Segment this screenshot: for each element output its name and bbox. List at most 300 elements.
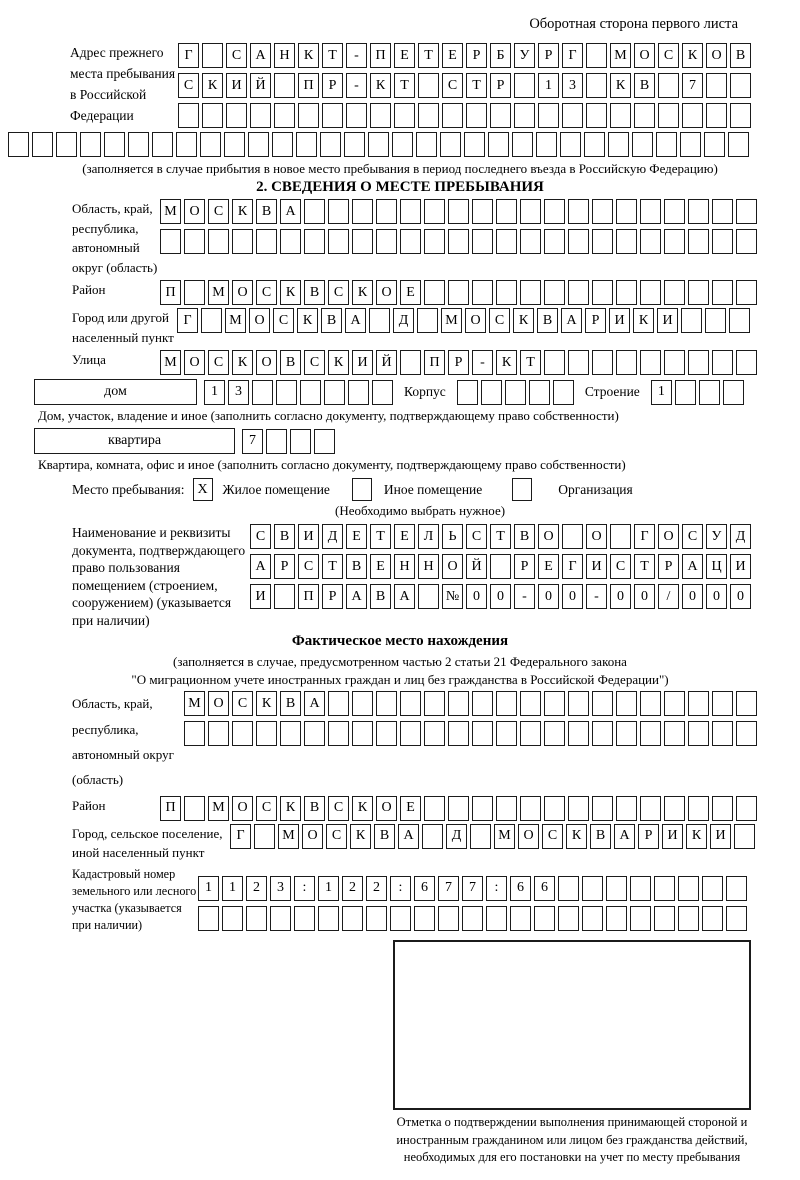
char-box: [472, 691, 493, 716]
char-box: [658, 73, 679, 98]
char-box: В: [730, 43, 751, 68]
char-box: -: [586, 584, 607, 609]
char-box: С: [442, 73, 463, 98]
char-box: [534, 906, 555, 931]
char-box: [592, 199, 613, 224]
char-box: [712, 796, 733, 821]
char-box: Е: [442, 43, 463, 68]
previous-address-row-2[interactable]: [178, 73, 751, 98]
char-box: Г: [562, 554, 583, 579]
char-box: В: [321, 308, 342, 333]
char-box: [712, 199, 733, 224]
char-box: [296, 132, 317, 157]
char-box: [562, 524, 583, 549]
char-box: [400, 229, 421, 254]
char-box: [736, 721, 757, 746]
char-box: [730, 73, 751, 98]
previous-address-label: Адрес прежнего места пребывания в Российской Федерации: [70, 45, 176, 123]
char-box: [184, 796, 205, 821]
char-box: С: [328, 796, 349, 821]
char-box: [505, 380, 526, 405]
char-box: [529, 380, 550, 405]
char-box: [294, 906, 315, 931]
char-box: [400, 199, 421, 224]
char-box: 7: [242, 429, 263, 454]
char-box: [457, 380, 478, 405]
char-box: [280, 721, 301, 746]
char-box: [448, 280, 469, 305]
char-box: [712, 280, 733, 305]
char-box: [472, 796, 493, 821]
char-box: [592, 350, 613, 375]
char-box: [176, 132, 197, 157]
char-box: [496, 721, 517, 746]
char-box: [634, 103, 655, 128]
char-box: [488, 132, 509, 157]
char-box: П: [160, 796, 181, 821]
char-box: Н: [418, 554, 439, 579]
char-box: [248, 132, 269, 157]
char-box: [520, 229, 541, 254]
document-field: [0, 524, 800, 629]
char-box: [678, 876, 699, 901]
char-box: [734, 824, 755, 849]
char-box: И: [609, 308, 630, 333]
char-box: [252, 380, 273, 405]
street-row[interactable]: [160, 350, 757, 375]
char-box: [424, 199, 445, 224]
char-box: [654, 906, 675, 931]
char-box: [496, 691, 517, 716]
char-box: [418, 103, 439, 128]
char-box: С: [466, 524, 487, 549]
char-box: [730, 103, 751, 128]
char-box: Р: [638, 824, 659, 849]
char-box: О: [232, 796, 253, 821]
char-box: 0: [706, 584, 727, 609]
char-box: Н: [394, 554, 415, 579]
char-box: [586, 73, 607, 98]
char-box: [512, 132, 533, 157]
char-box: В: [514, 524, 535, 549]
char-box: [352, 199, 373, 224]
char-box: 0: [730, 584, 751, 609]
char-box: [490, 103, 511, 128]
char-box: Р: [538, 43, 559, 68]
char-box: [736, 691, 757, 716]
char-box: К: [280, 280, 301, 305]
char-box: С: [298, 554, 319, 579]
char-box: [400, 691, 421, 716]
char-box: О: [232, 280, 253, 305]
region-row-2[interactable]: [160, 229, 757, 254]
char-box: [328, 199, 349, 224]
char-box: [254, 824, 275, 849]
char-box: И: [250, 584, 271, 609]
char-box: -: [472, 350, 493, 375]
char-box: [688, 280, 709, 305]
house-field: [0, 379, 800, 405]
other-premises-checkbox[interactable]: [352, 478, 372, 501]
char-box: [584, 132, 605, 157]
char-box: 3: [562, 73, 583, 98]
char-box: [568, 796, 589, 821]
dwelling-option-label: Жилое помещение: [222, 481, 330, 497]
char-box: [608, 132, 629, 157]
char-box: Р: [274, 554, 295, 579]
cadastre-row-2[interactable]: [198, 906, 747, 931]
document-label: Наименование и реквизиты документа, подтверждающего право пользования помещением (строением, сооружением) (указывается при наличии): [72, 525, 246, 628]
char-box: Т: [322, 554, 343, 579]
char-box: К: [232, 350, 253, 375]
char-box: [544, 721, 565, 746]
dwelling-checkbox[interactable]: X: [193, 478, 213, 501]
document-row-3[interactable]: [250, 584, 751, 609]
char-box: [448, 721, 469, 746]
char-box: [32, 132, 53, 157]
char-box: [568, 280, 589, 305]
char-box: [372, 380, 393, 405]
char-box: 0: [634, 584, 655, 609]
char-box: [414, 906, 435, 931]
char-box: [562, 103, 583, 128]
char-box: А: [394, 584, 415, 609]
char-box: [675, 380, 696, 405]
char-box: [736, 796, 757, 821]
char-box: [304, 721, 325, 746]
char-box: Р: [322, 73, 343, 98]
char-box: Р: [448, 350, 469, 375]
char-box: У: [514, 43, 535, 68]
char-box: Д: [730, 524, 751, 549]
char-box: [280, 229, 301, 254]
char-box: [276, 380, 297, 405]
char-box: [152, 132, 173, 157]
char-box: И: [662, 824, 683, 849]
char-box: [536, 132, 557, 157]
char-box: [664, 350, 685, 375]
char-box: [699, 380, 720, 405]
char-box: [304, 229, 325, 254]
char-box: [706, 73, 727, 98]
char-box: [342, 906, 363, 931]
previous-address-row-3[interactable]: [178, 103, 751, 128]
char-box: С: [178, 73, 199, 98]
char-box: С: [226, 43, 247, 68]
char-box: 6: [534, 876, 555, 901]
char-box: О: [208, 691, 229, 716]
char-box: С: [304, 350, 325, 375]
char-box: Е: [346, 524, 367, 549]
char-box: [448, 229, 469, 254]
char-box: Е: [400, 796, 421, 821]
char-box: -: [346, 73, 367, 98]
char-box: К: [232, 199, 253, 224]
char-box: 1: [318, 876, 339, 901]
char-box: [226, 103, 247, 128]
char-box: [702, 876, 723, 901]
char-box: П: [370, 43, 391, 68]
char-box: [616, 691, 637, 716]
char-box: [422, 824, 443, 849]
char-box: [664, 796, 685, 821]
char-box: [424, 691, 445, 716]
char-box: 1: [204, 380, 225, 405]
char-box: [274, 584, 295, 609]
house-number-row[interactable]: [204, 380, 393, 405]
char-box: :: [390, 876, 411, 901]
char-box: И: [710, 824, 731, 849]
char-box: [376, 721, 397, 746]
char-box: С: [256, 280, 277, 305]
char-box: [568, 691, 589, 716]
char-box: [392, 132, 413, 157]
char-box: Г: [178, 43, 199, 68]
stay-type-note: (Необходимо выбрать нужное): [335, 503, 506, 518]
actual-district-row[interactable]: [160, 796, 757, 821]
char-box: В: [370, 584, 391, 609]
char-box: Е: [394, 43, 415, 68]
char-box: [442, 103, 463, 128]
char-box: [681, 308, 702, 333]
char-box: О: [256, 350, 277, 375]
char-box: [606, 876, 627, 901]
char-box: С: [542, 824, 563, 849]
char-box: К: [496, 350, 517, 375]
actual-location-note-2: "О миграционном учете иностранных граждан и лиц без гражданства в Российской Федерации"): [131, 671, 669, 687]
stay-type-label: Место пребывания:: [72, 481, 185, 497]
cadastre-label: Кадастровый номер земельного или лесного участка (указывается при наличии): [72, 866, 197, 932]
char-box: [201, 308, 222, 333]
char-box: [472, 199, 493, 224]
actual-region-row-2[interactable]: [184, 721, 757, 746]
char-box: [470, 824, 491, 849]
region-label: Область, край, республика, автономный округ (область): [72, 201, 158, 275]
char-box: О: [586, 524, 607, 549]
char-box: [232, 721, 253, 746]
char-box: Т: [466, 73, 487, 98]
char-box: [184, 280, 205, 305]
char-box: [160, 229, 181, 254]
char-box: [568, 229, 589, 254]
char-box: [712, 721, 733, 746]
char-box: [376, 691, 397, 716]
char-box: [472, 721, 493, 746]
char-box: В: [304, 796, 325, 821]
char-box: [290, 429, 311, 454]
district-label: Район: [72, 282, 106, 297]
char-box: [128, 132, 149, 157]
char-box: [232, 229, 253, 254]
apartment-number-row[interactable]: [242, 429, 335, 454]
char-box: В: [537, 308, 558, 333]
char-box: [520, 721, 541, 746]
char-box: [702, 906, 723, 931]
char-box: П: [160, 280, 181, 305]
char-box: 0: [490, 584, 511, 609]
char-box: [184, 229, 205, 254]
char-box: [424, 280, 445, 305]
region-row-1[interactable]: [160, 199, 757, 224]
char-box: П: [298, 73, 319, 98]
char-box: [208, 229, 229, 254]
char-box: С: [232, 691, 253, 716]
char-box: [706, 103, 727, 128]
char-box: Т: [322, 43, 343, 68]
char-box: О: [249, 308, 270, 333]
char-box: С: [658, 43, 679, 68]
char-box: [688, 350, 709, 375]
char-box: [270, 906, 291, 931]
char-box: И: [352, 350, 373, 375]
char-box: С: [489, 308, 510, 333]
char-box: [464, 132, 485, 157]
char-box: М: [278, 824, 299, 849]
char-box: А: [398, 824, 419, 849]
char-box: 0: [610, 584, 631, 609]
char-box: [346, 103, 367, 128]
char-box: Г: [634, 524, 655, 549]
char-box: С: [256, 796, 277, 821]
char-box: О: [184, 199, 205, 224]
char-box: Й: [376, 350, 397, 375]
district-row[interactable]: [160, 280, 757, 305]
char-box: [664, 691, 685, 716]
char-box: С: [610, 554, 631, 579]
char-box: [705, 308, 726, 333]
char-box: О: [376, 280, 397, 305]
char-box: [416, 132, 437, 157]
char-box: [616, 280, 637, 305]
char-box: [558, 906, 579, 931]
char-box: В: [374, 824, 395, 849]
char-box: [178, 103, 199, 128]
district-field: [0, 280, 800, 305]
char-box: [328, 691, 349, 716]
char-box: [704, 132, 725, 157]
previous-address-row-1[interactable]: [178, 43, 751, 68]
char-box: [366, 906, 387, 931]
stroenie-row[interactable]: [651, 380, 744, 405]
previous-address-row-4[interactable]: [0, 132, 800, 157]
char-box: [640, 721, 661, 746]
char-box: 3: [228, 380, 249, 405]
char-box: [726, 876, 747, 901]
char-box: В: [590, 824, 611, 849]
char-box: Р: [514, 554, 535, 579]
stay-type-field: [0, 478, 800, 501]
char-box: Д: [446, 824, 467, 849]
char-box: Г: [562, 43, 583, 68]
char-box: [80, 132, 101, 157]
char-box: 1: [222, 876, 243, 901]
city-label: Город или другой населенный пункт: [72, 310, 174, 345]
char-box: М: [208, 796, 229, 821]
char-box: К: [513, 308, 534, 333]
char-box: К: [280, 796, 301, 821]
char-box: М: [160, 199, 181, 224]
char-box: 1: [538, 73, 559, 98]
char-box: М: [441, 308, 462, 333]
char-box: [510, 906, 531, 931]
char-box: 7: [462, 876, 483, 901]
char-box: [723, 380, 744, 405]
char-box: [664, 721, 685, 746]
confirmation-stamp-note: Отметка о подтверждении выполнения принимающей стороной и иностранным гражданином или лицом без гражданства действий, необходимых для его постановки на учет по месту пребывания: [396, 1115, 748, 1165]
char-box: [544, 796, 565, 821]
char-box: [448, 199, 469, 224]
char-box: У: [706, 524, 727, 549]
char-box: А: [250, 43, 271, 68]
char-box: [729, 308, 750, 333]
char-box: Т: [370, 524, 391, 549]
char-box: [56, 132, 77, 157]
cadastre-row-1[interactable]: [198, 876, 747, 901]
char-box: [592, 721, 613, 746]
char-box: [726, 906, 747, 931]
char-box: О: [706, 43, 727, 68]
char-box: [256, 229, 277, 254]
char-box: Л: [418, 524, 439, 549]
char-box: [582, 906, 603, 931]
char-box: [664, 229, 685, 254]
char-box: О: [376, 796, 397, 821]
char-box: К: [350, 824, 371, 849]
city-row[interactable]: [177, 308, 750, 333]
char-box: В: [634, 73, 655, 98]
char-box: О: [634, 43, 655, 68]
document-row-2[interactable]: [250, 554, 751, 579]
char-box: [544, 199, 565, 224]
char-box: [300, 380, 321, 405]
char-box: [369, 308, 390, 333]
char-box: [298, 103, 319, 128]
char-box: Т: [520, 350, 541, 375]
char-box: [544, 691, 565, 716]
char-box: [520, 280, 541, 305]
char-box: [424, 796, 445, 821]
char-box: [222, 906, 243, 931]
char-box: 7: [438, 876, 459, 901]
char-box: М: [160, 350, 181, 375]
char-box: И: [586, 554, 607, 579]
char-box: [328, 721, 349, 746]
char-box: [736, 199, 757, 224]
char-box: [616, 796, 637, 821]
char-box: А: [280, 199, 301, 224]
actual-city-row[interactable]: [230, 824, 755, 849]
char-box: А: [345, 308, 366, 333]
char-box: [376, 199, 397, 224]
stroenie-label: Строение: [584, 384, 640, 399]
char-box: С: [208, 199, 229, 224]
char-box: 6: [414, 876, 435, 901]
char-box: [481, 380, 502, 405]
char-box: [200, 132, 221, 157]
char-box: №: [442, 584, 463, 609]
actual-region-row-1[interactable]: [184, 691, 757, 716]
char-box: 2: [366, 876, 387, 901]
char-box: О: [302, 824, 323, 849]
char-box: [352, 721, 373, 746]
char-box: С: [326, 824, 347, 849]
document-row-1[interactable]: [250, 524, 751, 549]
korpus-row[interactable]: [457, 380, 574, 405]
organization-checkbox[interactable]: [512, 478, 532, 501]
char-box: [688, 721, 709, 746]
char-box: В: [280, 350, 301, 375]
char-box: Г: [230, 824, 251, 849]
